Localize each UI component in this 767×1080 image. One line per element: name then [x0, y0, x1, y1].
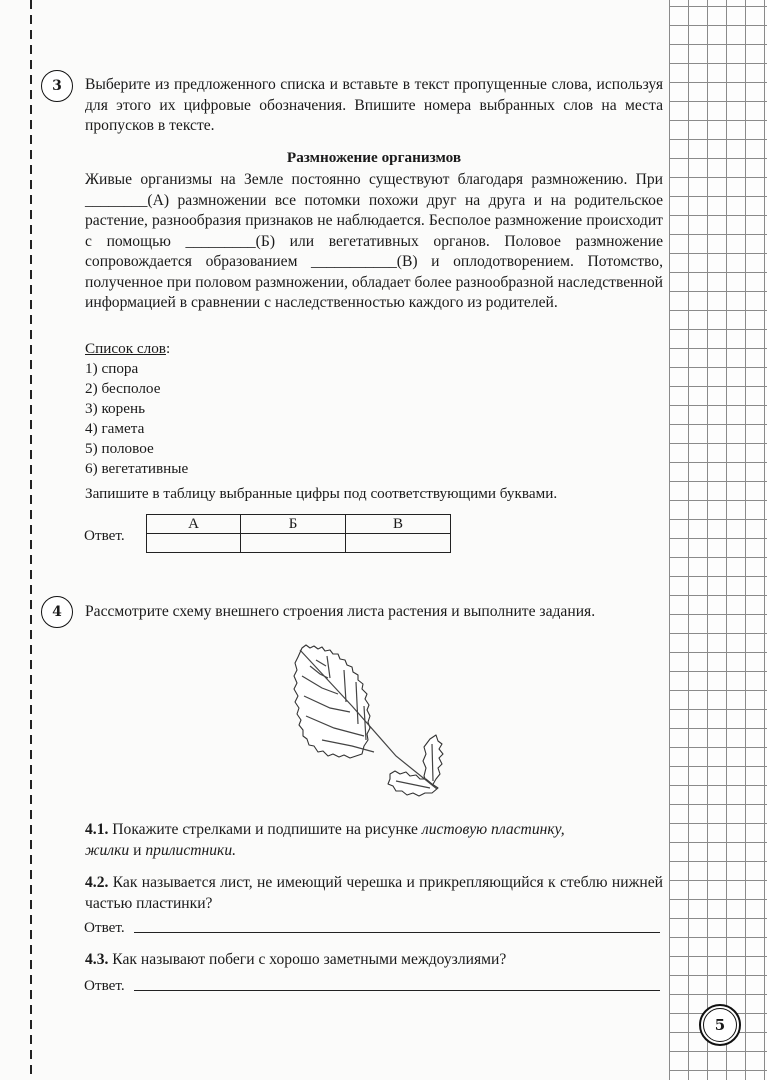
- term-veins: жилки: [85, 841, 130, 859]
- task-number-badge: [41, 70, 73, 102]
- question-number: 4.2.: [85, 874, 109, 891]
- page-number-badge: [699, 1004, 741, 1046]
- word-item: 5) половое: [85, 440, 154, 457]
- answer-table: [146, 514, 451, 553]
- task-number-badge: [41, 596, 73, 628]
- question-number: 4.3.: [85, 951, 109, 968]
- grid-margin: [669, 0, 767, 1080]
- page-number: 5: [714, 1016, 726, 1034]
- table-instruction: Запишите в таблицу выбранные цифры под соответствующими буквами.: [85, 485, 558, 502]
- answer-label: Ответ.: [84, 919, 125, 936]
- word-list: [85, 339, 188, 479]
- table-header-a: А: [147, 515, 241, 534]
- table-header-v: В: [346, 515, 451, 534]
- question-text: Покажите стрелками и подпишите на рисунке: [108, 821, 422, 838]
- answer-label: Ответ.: [84, 527, 125, 544]
- answer-cell-b[interactable]: [241, 534, 346, 553]
- question-number: 4.1.: [85, 821, 109, 838]
- leaf-blade: [294, 645, 370, 758]
- word-list-heading: Список слов: [85, 340, 166, 357]
- question-text: Как называют побеги с хорошо заметными междоузлиями?: [108, 951, 507, 968]
- task4-instruction: Рассмотрите схему внешнего строения листа растения и выполните задания.: [85, 603, 596, 620]
- answer-field-4-2[interactable]: [134, 932, 660, 933]
- question-4-1: [85, 820, 663, 861]
- leaf-illustration: [292, 636, 452, 806]
- answer-label: Ответ.: [84, 977, 125, 994]
- term-stipules: прилистники.: [145, 841, 237, 859]
- question-text: и: [129, 841, 146, 859]
- word-item: 3) корень: [85, 400, 146, 417]
- question-4-3: [85, 950, 663, 971]
- question-text: Как называется лист, не имеющий черешка и прикрепляющийся к стеблю нижней частью пластинки?: [85, 874, 663, 912]
- answer-field-4-3[interactable]: [134, 990, 660, 991]
- task-number: 3: [52, 78, 62, 94]
- table-header-b: Б: [241, 515, 346, 534]
- answer-cell-a[interactable]: [147, 534, 241, 553]
- colon: :: [165, 340, 171, 357]
- term-leaf-blade: листовую пластинку,: [421, 821, 565, 838]
- answer-cell-v[interactable]: [346, 534, 451, 553]
- task3-instruction: Выберите из предложенного списка и вставьте в текст пропущенные слова, используя для этого их цифровые обозначения. Впишите номера выбранных слов на места пропусков в тексте.: [85, 76, 663, 134]
- task-number: 4: [52, 604, 62, 620]
- cut-line: [30, 0, 32, 1080]
- question-4-2: [85, 873, 663, 914]
- word-item: 6) вегетативные: [85, 460, 189, 477]
- word-item: 2) бесполое: [85, 380, 161, 397]
- passage-title: Размножение организмов: [286, 149, 462, 166]
- word-item: 1) спора: [85, 360, 139, 377]
- passage-text: Живые организмы на Земле постоянно существуют благодаря размножению. При ________(А) размножении все потомки похожи друг на друга и на родительское растение, разнообразия признаков не наблюдается. Бесполое размножение происходит с помощью _________(Б) или вегетативных органов. Половое размножение сопровождается образованием ___________(В) и оплодотворением. Потомство, полученное при половом размножении, обладает более разнообразной наследственной информацией в сравнении с наследственностью каждого из родителей.: [85, 171, 663, 311]
- word-item: 4) гамета: [85, 420, 145, 437]
